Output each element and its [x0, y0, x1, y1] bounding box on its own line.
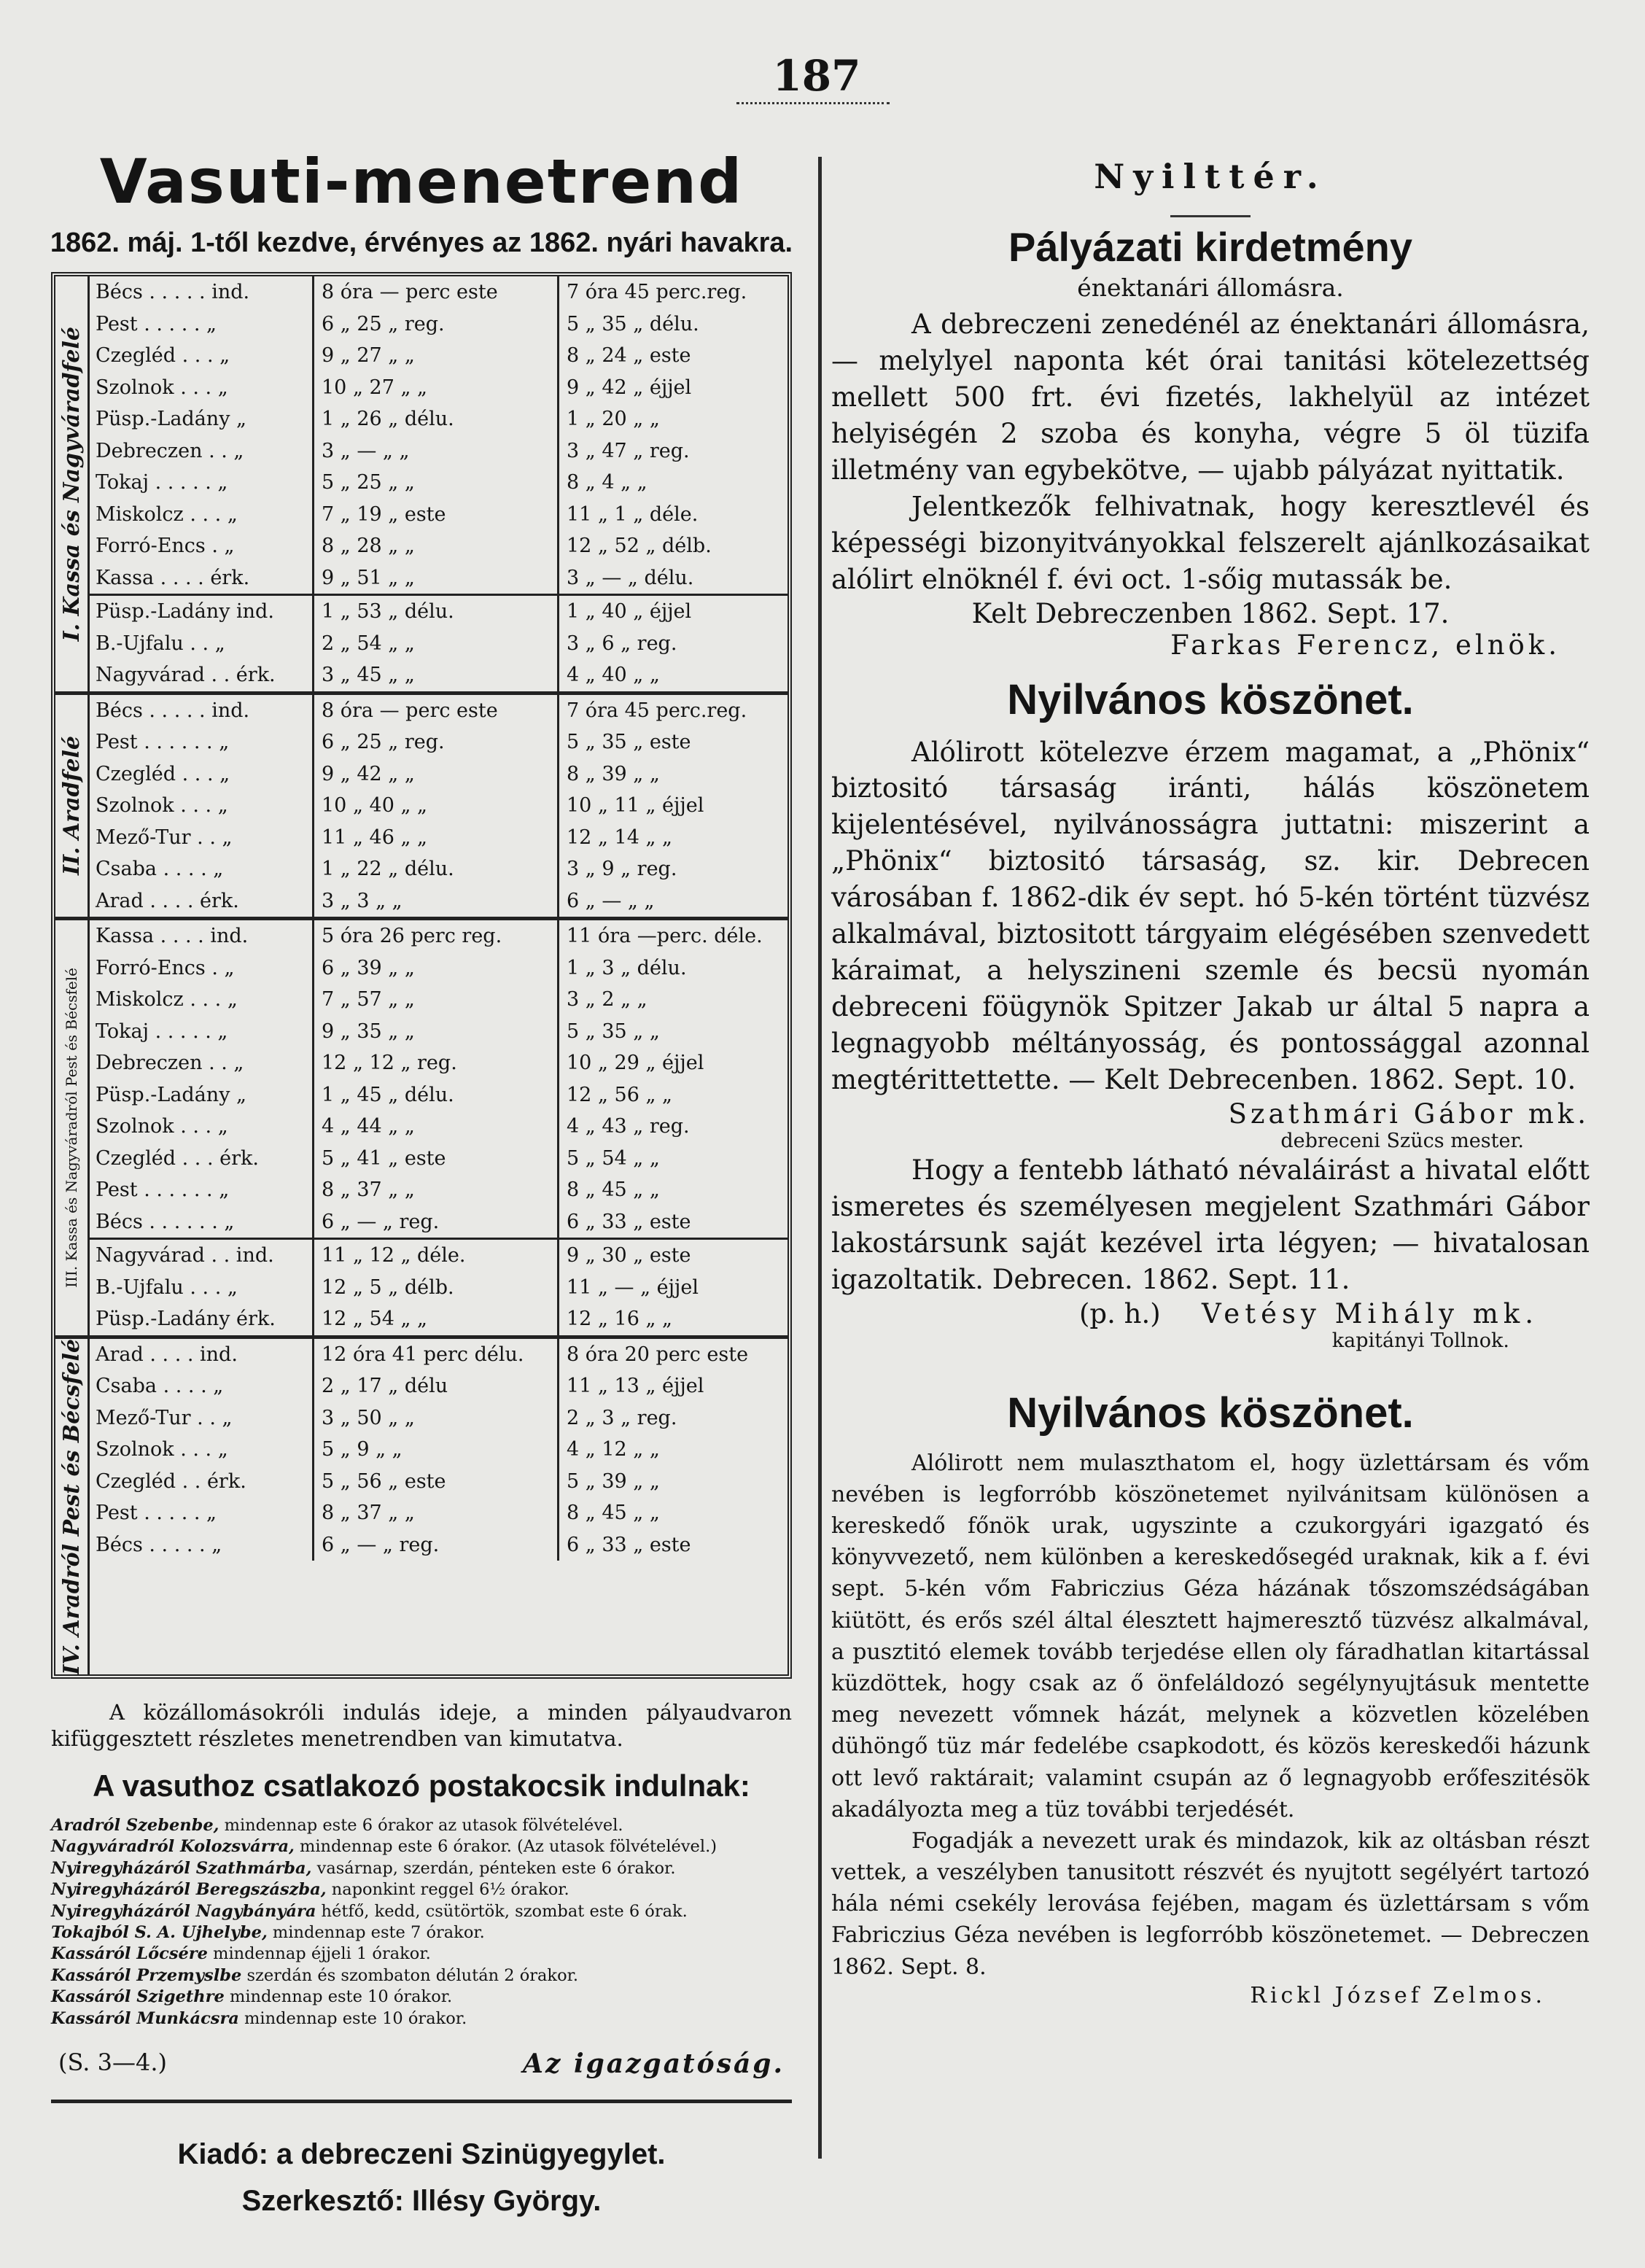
time-cell-2: 1 „ 3 „ délu.: [567, 956, 687, 979]
time-cell-2: 7 óra 45 perc.reg.: [567, 281, 747, 304]
station-cell: Mező-Tur . . „: [90, 822, 314, 854]
time-cell-1: 2 „ 17 „ délu: [314, 1370, 559, 1402]
time-cell-1: 1 „ 53 „ délu.: [314, 596, 559, 628]
time-cell-1: 7 „ 19 „ este: [314, 499, 559, 531]
list-item: [51, 1815, 792, 1836]
route-label-text: II. Aradfelé: [58, 736, 85, 876]
route-rows: [90, 920, 788, 1335]
thanks-1-signature-sub: debreceni Szücs mester.: [1280, 1129, 1524, 1152]
competition-notice: [831, 223, 1590, 661]
station-cell: Pest . . . . . . „: [90, 1174, 314, 1206]
time-cell-1: 8 „ 28 „ „: [314, 530, 559, 562]
imprint: [51, 2131, 792, 2224]
time-cell-2: 2 „ 3 „ reg.: [567, 1406, 677, 1429]
time-cell-2: 3 „ 2 „ „: [567, 988, 648, 1011]
table-row: [90, 562, 788, 594]
notice-signature: Farkas Ferencz, elnök.: [1170, 629, 1560, 661]
railway-timetable: [51, 272, 792, 1679]
station-cell: Miskolcz . . . „: [90, 984, 314, 1016]
timetable-signature: [58, 2048, 785, 2079]
table-row: [90, 1466, 788, 1498]
thanks-1-seal-line: [831, 1298, 1590, 1329]
thanks-2-title: Nyilvános köszönet.: [1007, 1389, 1414, 1437]
time-cell-2: 11 „ 13 „ éjjel: [567, 1375, 704, 1398]
postcoach-route: Nyiregyházáról Nagybányára: [51, 1901, 316, 1921]
station-cell: Kassa . . . . ind.: [90, 920, 314, 952]
thanks-1-signature-2: Vetésy Mihály mk.: [1201, 1297, 1539, 1329]
station-cell: Szolnok . . . „: [90, 372, 314, 404]
table-row: [90, 885, 788, 917]
table-row: [90, 372, 788, 404]
time-cell-1: 9 „ 42 „ „: [314, 758, 559, 791]
time-cell-1: 5 „ 9 „ „: [314, 1434, 559, 1466]
route-rows: [90, 1339, 788, 1675]
postcoach-route: Tokajból S. A. Ujhelybe,: [51, 1922, 268, 1942]
table-row: [90, 340, 788, 372]
table-row: [90, 726, 788, 758]
station-cell: Pest . . . . . „: [90, 1497, 314, 1529]
postcoach-route: Nyiregyházáról Beregszászba,: [51, 1880, 327, 1900]
thanks-2-body-2: Fogadják a nevezett urak és mindazok, kik az oltásban részt vettek, a veszélyben tanusitott részvét és nyujtott segélyért tartozó hála némi csekély lerovása fejében, magam és üzlettársam s vőm Fabriczius Géza nevében is legforróbb köszönetemet. — Debreczen 1862. Sept. 8.: [831, 1828, 1590, 1980]
time-cell-1: 9 „ 51 „ „: [314, 562, 559, 594]
table-row: [90, 1174, 788, 1206]
table-row: [90, 1111, 788, 1143]
time-cell-2: 8 „ 24 „ este: [567, 344, 691, 368]
time-cell-2: 5 „ 54 „ „: [567, 1146, 660, 1170]
table-row: [90, 1529, 788, 1561]
notice-subtitle: énektanári állomásra.: [1077, 273, 1344, 302]
time-cell-2: 12 „ 52 „ délb.: [567, 535, 712, 558]
time-cell-1: 7 „ 57 „ „: [314, 984, 559, 1016]
time-cell-1: 6 „ — „ reg.: [314, 1206, 559, 1238]
thanks-2-signature: Rickl József Zelmos.: [1250, 1982, 1546, 2008]
station-cell: Csaba . . . . „: [90, 853, 314, 885]
table-row: [90, 276, 788, 308]
route-label: [55, 1339, 90, 1675]
notice-date: Kelt Debreczenben 1862. Sept. 17.: [971, 597, 1450, 629]
section-header: Nyilttér.: [1094, 157, 1327, 196]
time-cell-1: 8 óra — perc este: [314, 276, 559, 308]
table-row: [90, 435, 788, 467]
time-cell-2: 12 „ 14 „ „: [567, 826, 673, 849]
station-cell: Püsp.-Ladány „: [90, 1079, 314, 1111]
station-cell: Szolnok . . . „: [90, 1111, 314, 1143]
directorate-signature: Az igazgatóság.: [523, 2048, 785, 2080]
time-cell-2: 8 „ 4 „ „: [567, 471, 648, 494]
table-row: [90, 594, 788, 628]
time-cell-2: 8 „ 45 „ „: [567, 1178, 660, 1202]
list-item: [51, 1901, 792, 1922]
route-label-text: III. Kassa és Nagyváradról Pest és Bécsfelé: [63, 967, 80, 1288]
reference-number: (S. 3—4.): [58, 2048, 167, 2077]
time-cell-1: 12 „ 54 „ „: [314, 1303, 559, 1335]
thanks-1-signature: Szathmári Gábor mk.: [1228, 1098, 1590, 1130]
page-number-ornament: [736, 102, 890, 107]
public-thanks-1: [831, 675, 1590, 1352]
time-cell-1: 3 „ 45 „ „: [314, 659, 559, 691]
station-cell: Pest . . . . . „: [90, 308, 314, 341]
postcoach-schedule: mindennap éjjeli 1 órakor.: [207, 1944, 431, 1964]
station-cell: Püsp.-Ladány „: [90, 403, 314, 435]
table-row: [90, 822, 788, 854]
thanks-1-title: Nyilvános köszönet.: [1007, 675, 1414, 723]
time-cell-2: 11 óra —perc. déle.: [567, 925, 763, 948]
station-cell: Nagyvárad . . érk.: [90, 659, 314, 691]
table-row: [90, 695, 788, 727]
postcoach-route: Aradról Szebenbe,: [51, 1815, 219, 1835]
time-cell-1: 12 „ 12 „ reg.: [314, 1047, 559, 1079]
station-cell: Püsp.-Ladány ind.: [90, 596, 314, 628]
thanks-1-signature-2-sub: kapitányi Tollnok.: [1331, 1329, 1509, 1352]
table-row: [90, 790, 788, 822]
list-item: [51, 1965, 792, 1987]
timetable-note: A közállomásokróli indulás ideje, a minden pályaudvaron kifüggesztett részletes menetrendben van kimutatva.: [51, 1700, 792, 1752]
station-cell: Bécs . . . . . ind.: [90, 695, 314, 727]
list-item: [51, 1922, 792, 1943]
station-cell: B.-Ujfalu . . . „: [90, 1272, 314, 1304]
route-label: [55, 695, 90, 917]
station-cell: Czegléd . . . „: [90, 758, 314, 791]
postcoach-schedule: hétfő, kedd, csütörtök, szombat este 6 órak.: [316, 1901, 688, 1921]
timetable-subtitle: 1862. máj. 1-től kezdve, érvényes az 1862. nyári havakra.: [50, 228, 793, 258]
time-cell-1: 5 óra 26 perc reg.: [314, 920, 559, 952]
table-row: [90, 628, 788, 660]
public-thanks-2: [831, 1389, 1590, 2008]
time-cell-1: 12 „ 5 „ délb.: [314, 1272, 559, 1304]
station-cell: Szolnok . . . „: [90, 790, 314, 822]
time-cell-2: 3 „ 47 „ reg.: [567, 439, 690, 462]
time-cell-1: 3 „ — „ „: [314, 435, 559, 467]
station-cell: Szolnok . . . „: [90, 1434, 314, 1466]
time-cell-1: 9 „ 27 „ „: [314, 340, 559, 372]
time-cell-2: 7 óra 45 perc.reg.: [567, 699, 747, 722]
table-row: [90, 853, 788, 885]
table-row: [90, 1434, 788, 1466]
thanks-2-body: Alólirott nem mulaszthatom el, hogy üzlettársam és vőm nevében is legforróbb köszönetemet nyilvánitsam különösen a kereskedő főnök urak, ugyszinte a czukorgyári igazgató és könyvvezető, nem különben a kereskedősegéd uraknak, kik a f. évi sept. 5-kén vőm Fabriczius Géza házának tőszomszédságában kiütött, és erős szél által élesztett hajmeresztő tüzvész alkalmával, a pusztitó elemek tovább terjedése ellen oly fáradhatlan kitartással küzdöttek, hogy csak az ő önfeláldozó segélynyujtásuk mentette meg nevezett vőmnek házát, melynek a közvetlen közelében dühöngő tüz már fedelébe csapkodott, és közös kereskedői házunk ott levő raktárait; valamint csupán az ő legnagyobb erőfeszitésök akadályozta meg a tüz további terjedését.: [831, 1450, 1590, 1822]
station-cell: Pest . . . . . . „: [90, 726, 314, 758]
time-cell-2: 5 „ 35 „ este: [567, 731, 691, 754]
time-cell-1: 3 „ 50 „ „: [314, 1402, 559, 1434]
table-row: [90, 1370, 788, 1402]
table-row: [90, 952, 788, 985]
postcoach-schedule: mindennap este 7 órakor.: [267, 1922, 485, 1942]
route-rows: [90, 695, 788, 917]
time-cell-1: 3 „ 3 „ „: [314, 885, 559, 917]
time-cell-2: 8 óra 20 perc este: [567, 1343, 749, 1366]
time-cell-1: 5 „ 25 „ „: [314, 467, 559, 499]
time-cell-1: 8 óra — perc este: [314, 695, 559, 727]
table-row: [90, 1079, 788, 1111]
station-cell: Tokaj . . . . . „: [90, 467, 314, 499]
station-cell: Bécs . . . . . . „: [90, 1206, 314, 1238]
time-cell-2: 11 „ — „ éjjel: [567, 1275, 699, 1299]
publisher: Kiadó: a debreczeni Szinügyegylet.: [177, 2138, 666, 2171]
time-cell-2: 5 „ 35 „ délu.: [567, 312, 699, 335]
time-cell-2: 6 „ 33 „ este: [567, 1210, 691, 1233]
postcoach-title: A vasuthoz csatlakozó postakocsik indulnak:: [93, 1768, 750, 1803]
route-2: [55, 695, 788, 921]
table-row: [90, 403, 788, 435]
station-cell: Czegléd . . . „: [90, 340, 314, 372]
time-cell-1: 6 „ — „ reg.: [314, 1529, 559, 1561]
time-cell-1: 8 „ 37 „ „: [314, 1497, 559, 1529]
time-cell-1: 6 „ 25 „ reg.: [314, 308, 559, 341]
time-cell-2: 12 „ 16 „ „: [567, 1308, 673, 1331]
table-row: [90, 659, 788, 691]
station-cell: Bécs . . . . . „: [90, 1529, 314, 1561]
route-label: [55, 920, 90, 1335]
postcoach-schedule: naponkint reggel 6½ órakor.: [326, 1880, 569, 1900]
table-row: [90, 1238, 788, 1272]
notice-title: Pályázati kirdetmény: [1008, 224, 1413, 270]
time-cell-1: 12 óra 41 perc délu.: [314, 1339, 559, 1371]
time-cell-2: 8 „ 39 „ „: [567, 762, 660, 785]
station-cell: Nagyvárad . . ind.: [90, 1240, 314, 1272]
notice-body: A debreczeni zenedénél az énektanári állomásra, — melylyel naponta két órai tanitási kötelezettség mellett 500 frt. évi fizetés, lakhelyül az intézet helyiségén 2 szoba és konyha, végre 5 öl tüzifa illetmény van egybekötve, — ujabb pályázat nyittatik.: [831, 308, 1590, 486]
time-cell-2: 11 „ 1 „ déle.: [567, 502, 699, 526]
postcoach-route: Kassáról Przemyslbe: [51, 1965, 242, 1985]
station-cell: Püsp.-Ladány érk.: [90, 1303, 314, 1335]
page-number: 187: [772, 51, 861, 101]
time-cell-1: 10 „ 27 „ „: [314, 372, 559, 404]
time-cell-2: 9 „ 30 „ este: [567, 1244, 691, 1267]
station-cell: Mező-Tur . . „: [90, 1402, 314, 1434]
table-row: [90, 1402, 788, 1434]
time-cell-1: 8 „ 37 „ „: [314, 1174, 559, 1206]
table-row: [90, 530, 788, 562]
time-cell-2: 10 „ 11 „ éjjel: [567, 794, 704, 818]
time-cell-2: 3 „ 9 „ reg.: [567, 858, 677, 881]
station-cell: B.-Ujfalu . . „: [90, 628, 314, 660]
table-row: [90, 1047, 788, 1079]
time-cell-2: 10 „ 29 „ éjjel: [567, 1052, 704, 1075]
time-cell-1: 11 „ 46 „ „: [314, 822, 559, 854]
route-rows: [90, 276, 788, 691]
station-cell: Bécs . . . . . ind.: [90, 276, 314, 308]
time-cell-1: 11 „ 12 „ déle.: [314, 1240, 559, 1272]
time-cell-1: 10 „ 40 „ „: [314, 790, 559, 822]
postcoach-schedule: mindennap este 6 órakor az utasok fölvételével.: [219, 1815, 623, 1835]
table-row: [90, 1497, 788, 1529]
table-row: [90, 758, 788, 791]
postcoach-route: Kassáról Munkácsra: [51, 2008, 239, 2028]
seal-mark: (p. h.): [1079, 1297, 1161, 1329]
right-column: [831, 157, 1590, 2008]
route-label-text: I. Kassa és Nagyváradfelé: [58, 326, 85, 641]
time-cell-2: 9 „ 42 „ éjjel: [567, 376, 692, 399]
route-1: [55, 276, 788, 695]
time-cell-2: 3 „ — „ délu.: [567, 566, 694, 589]
table-row: [90, 1206, 788, 1238]
time-cell-2: 12 „ 56 „ „: [567, 1083, 673, 1106]
list-item: [51, 1987, 792, 2008]
postcoach-route: Nagyváradról Kolozsvárra,: [51, 1837, 295, 1857]
left-column: [31, 139, 812, 2224]
time-cell-1: 1 „ 26 „ délu.: [314, 403, 559, 435]
table-row: [90, 499, 788, 531]
postcoach-schedule: mindennap este 10 órakor.: [224, 1987, 453, 2007]
list-item: [51, 1879, 792, 1900]
postcoach-schedule: szerdán és szombaton délután 2 órakor.: [241, 1965, 579, 1985]
station-cell: Debreczen . . „: [90, 435, 314, 467]
time-cell-2: 5 „ 39 „ „: [567, 1469, 660, 1493]
time-cell-2: 6 „ — „ „: [567, 889, 655, 912]
station-cell: Arad . . . . érk.: [90, 885, 314, 917]
time-cell-2: 1 „ 40 „ éjjel: [567, 600, 692, 624]
table-row: [90, 308, 788, 341]
time-cell-2: 4 „ 12 „ „: [567, 1438, 660, 1461]
editor: Szerkesztő: Illésy György.: [241, 2185, 602, 2218]
time-cell-1: 4 „ 44 „ „: [314, 1111, 559, 1143]
table-row: [90, 1016, 788, 1048]
list-item: [51, 1858, 792, 1879]
station-cell: Forró-Encs . „: [90, 530, 314, 562]
time-cell-1: 1 „ 45 „ délu.: [314, 1079, 559, 1111]
postcoach-route: Kassáról Szigethre: [51, 1987, 225, 2007]
table-row: [90, 984, 788, 1016]
station-cell: Czegléd . . érk.: [90, 1466, 314, 1498]
time-cell-1: 1 „ 22 „ délu.: [314, 853, 559, 885]
header-rule: [1170, 215, 1251, 217]
list-item: [51, 1836, 792, 1857]
column-divider: [818, 157, 822, 2159]
table-row: [90, 1143, 788, 1175]
time-cell-2: 4 „ 40 „ „: [567, 664, 660, 687]
timetable-title: Vasuti-menetrend: [99, 146, 744, 217]
table-row: [90, 1272, 788, 1304]
station-cell: Forró-Encs . „: [90, 952, 314, 985]
route-3: [55, 920, 788, 1339]
thanks-1-body: Alólirott kötelezve érzem magamat, a „Phönix“ biztositó társaság iránti, hálás köszönetem kijelentésével, nyilvánosságra juttatni: miszerint a „Phönix“ biztositó társaság, sz. kir. Debrecen városában f. 1862-dik év sept. hó 5-kén történt tüzvész alkalmával, biztositott tárgyaim elégésében szenvedett káraimat, a helyszineni szemle és becsü nyomán debreceni föügynök Spitzer Jakab ur által 5 napra a legnagyobb méltányosság, és pontossággal azonnal megtérittettette. — Kelt Debrecenben. 1862. Sept. 10.: [831, 736, 1590, 1095]
postcoach-schedule: mindennap este 10 órakor.: [238, 2008, 467, 2028]
time-cell-1: 2 „ 54 „ „: [314, 628, 559, 660]
station-cell: Tokaj . . . . . „: [90, 1016, 314, 1048]
time-cell-1: 6 „ 25 „ reg.: [314, 726, 559, 758]
list-item: [51, 1943, 792, 1965]
time-cell-1: 5 „ 56 „ este: [314, 1466, 559, 1498]
list-item: [51, 2008, 792, 2030]
notice-body-2: Jelentkezők felhivatnak, hogy keresztlevél és képességi bizonyitványokkal felszerelt ajánlkozásaikat alólirt elnöknél f. évi oct. 1-sőig mutassák be.: [831, 490, 1590, 595]
thanks-1-body-2: Hogy a fentebb látható névaláirást a hivatal előtt ismeretes és személyesen megjelent Szathmári Gábor lakostársunk saját kezével irta légyen; — hivatalosan igazoltatik. Debrecen. 1862. Sept. 11.: [831, 1154, 1590, 1295]
postcoach-list: [51, 1815, 792, 2030]
route-4: [55, 1339, 788, 1675]
station-cell: Czegléd . . . érk.: [90, 1143, 314, 1175]
station-cell: Csaba . . . . „: [90, 1370, 314, 1402]
route-label: [55, 276, 90, 691]
station-cell: Arad . . . . ind.: [90, 1339, 314, 1371]
postcoach-schedule: vasárnap, szerdán, pénteken este 6 órakor.: [311, 1858, 676, 1878]
time-cell-1: 6 „ 39 „ „: [314, 952, 559, 985]
postcoach-route: Nyiregyházáról Szathmárba,: [51, 1858, 312, 1878]
time-cell-2: 4 „ 43 „ reg.: [567, 1115, 690, 1138]
time-cell-1: 5 „ 41 „ este: [314, 1143, 559, 1175]
time-cell-1: 9 „ 35 „ „: [314, 1016, 559, 1048]
table-row: [90, 920, 788, 952]
postcoach-route: Kassáról Lőcsére: [51, 1944, 208, 1964]
table-row: [90, 467, 788, 499]
time-cell-2: 8 „ 45 „ „: [567, 1502, 660, 1525]
time-cell-2: 6 „ 33 „ este: [567, 1533, 691, 1556]
station-cell: Debreczen . . „: [90, 1047, 314, 1079]
time-cell-2: 1 „ 20 „ „: [567, 408, 660, 431]
time-cell-2: 5 „ 35 „ „: [567, 1020, 660, 1043]
postcoach-schedule: mindennap este 6 órakor. (Az utasok fölvételével.): [294, 1837, 718, 1857]
route-label-text: IV. Aradról Pest és Bécsfelé: [58, 1338, 85, 1675]
imprint-rule: [51, 2100, 792, 2103]
station-cell: Miskolcz . . . „: [90, 499, 314, 531]
station-cell: Kassa . . . . érk.: [90, 562, 314, 594]
table-row: [90, 1339, 788, 1371]
table-row: [90, 1303, 788, 1335]
time-cell-2: 3 „ 6 „ reg.: [567, 632, 677, 655]
